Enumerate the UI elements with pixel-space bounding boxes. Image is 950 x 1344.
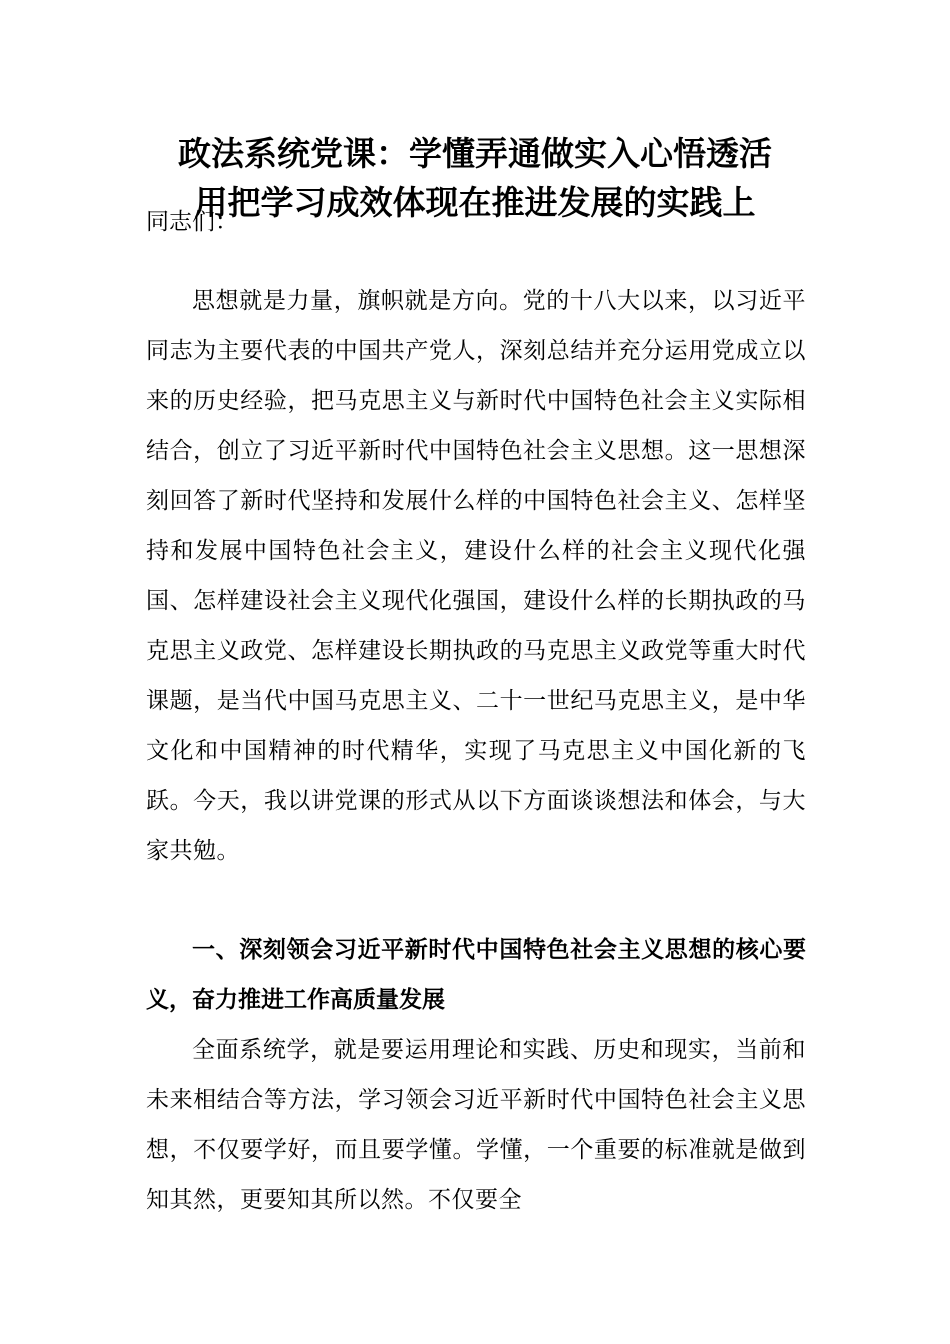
section-heading-1: 一、深刻领会习近平新时代中国特色社会主义思想的核心要义，奋力推进工作高质量发展 <box>146 937 806 1013</box>
body-paragraph-intro: 思想就是力量，旗帜就是方向。党的十八大以来，以习近平同志为主要代表的中国共产党人，深刻总结并充分运用党成立以来的历史经验，把马克思主义与新时代中国特色社会主义实际相结合，创立了习近平新时代中国特色社会主义思想。这一思想深刻回答了新时代坚持和发展什么样的中国特色社会主义、怎样坚持和发展中国特色社会主义，建设什么样的社会主义现代化强国、怎样建设社会主义现代化强国，建设什么样的长期执政的马克思主义政党、怎样建设长期执政的马克思主义政党等重大时代课题，是当代中国马克思主义、二十一世纪马克思主义，是中华文化和中国精神的时代精华，实现了马克思主义中国化新的飞跃。今天，我以讲党课的形式从以下方面谈谈想法和体会，与大家共勉。 <box>146 288 806 864</box>
body-paragraph-section-1: 全面系统学，就是要运用理论和实践、历史和现实，当前和未来相结合等方法，学习领会习近平新时代中国特色社会主义思想，不仅要学好，而且要学懂。学懂，一个重要的标准就是做到知其然，更要知其所以然。不仅要全 <box>146 1037 806 1213</box>
document-title-line-2: 用把学习成效体现在推进发展的实践上 <box>194 183 756 222</box>
document-title-line-1: 政法系统党课：学懂弄通做实入心悟透活 <box>178 134 772 173</box>
salutation: 同志们： <box>146 209 238 235</box>
